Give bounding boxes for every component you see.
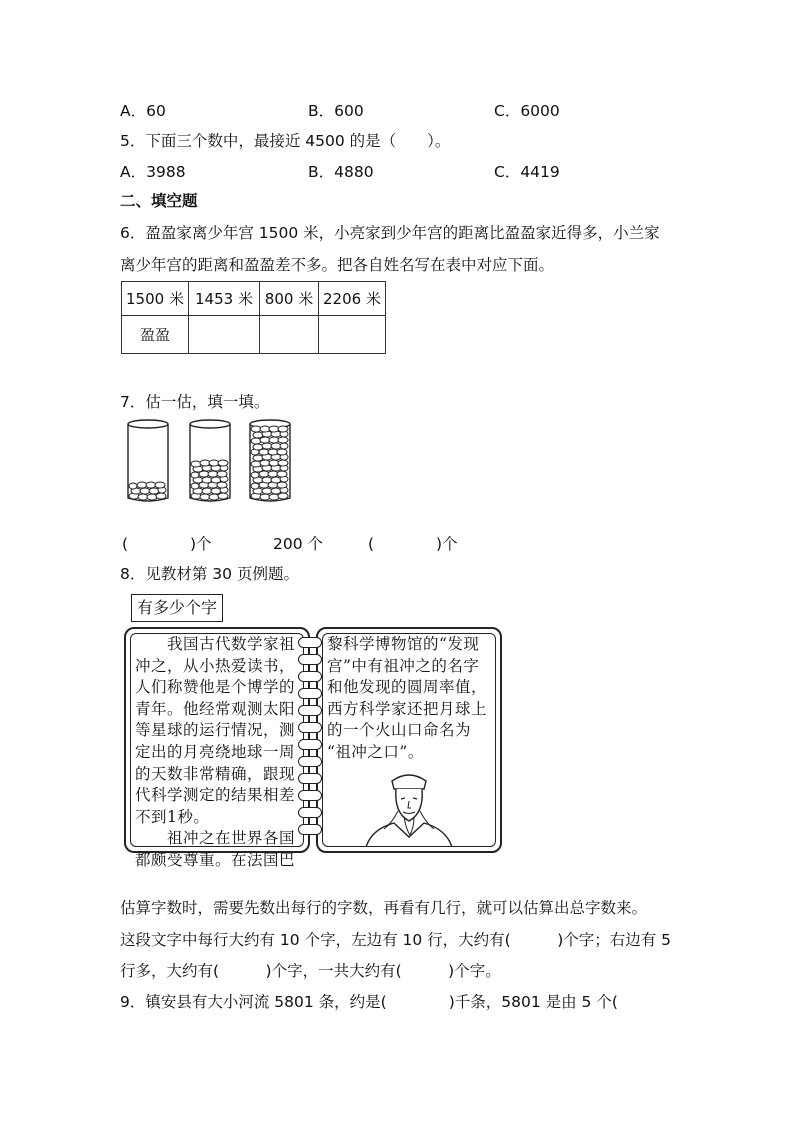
- table-answer-cell[interactable]: 盈盈: [122, 316, 189, 354]
- jar-illustration-full: [246, 418, 294, 504]
- section-title: 二、填空题: [120, 192, 198, 210]
- table-answer-cell[interactable]: [260, 316, 319, 354]
- q6-line1: 6．盈盈家离少年宫 1500 米，小亮家到少年宫的距离比盈盈家近得多，小兰家: [120, 224, 660, 242]
- table-header-cell: 1453 米: [189, 282, 260, 316]
- q5-option-b: B．4880: [308, 163, 374, 181]
- scholar-portrait-illustration: [354, 767, 464, 847]
- table-header-cell: 800 米: [260, 282, 319, 316]
- q7-stem: 7．估一估，填一填。: [120, 393, 270, 411]
- q5-stem: 5．下面三个数中，最接近 4500 的是（ ）。: [120, 132, 451, 150]
- book-right-text: 黎科学博物馆的“发现 宫”中有祖冲之的名字 和他发现的圆周率值， 西方科学家还把月球上 的一个火山口命名为 “祖冲之口”。: [327, 635, 488, 761]
- q4-option-c: C．6000: [494, 102, 560, 120]
- q8-paragraph-2: 这段文字中每行大约有 10 个字，左边有 10 行，大约有( )个字；右边有 5: [120, 931, 672, 949]
- q7-answer-blank-2[interactable]: ( )个: [368, 535, 458, 553]
- q7-answer-blank-1[interactable]: ( )个: [122, 535, 212, 553]
- jar-illustration-few: [124, 418, 172, 504]
- table-answer-cell[interactable]: [189, 316, 260, 354]
- book-left-text: 我国古代数学家祖 冲之，从小热爱读书， 人们称赞他是个博学的 青年。他经常观测太阳 等星球的运行情况，测 定出的月亮绕地球一周 的天数非常精确，跟现 代科学测定的结果相差 不到1秒。 祖冲之在世界各国 都颇受尊重。在法国巴: [135, 635, 296, 869]
- q5-option-c: C．4419: [494, 163, 560, 181]
- q6-line2: 离少年宫的距离和盈盈差不多。把各自姓名写在表中对应下面。: [120, 256, 555, 274]
- book-right-page: [316, 627, 502, 853]
- table-header-cell: 2206 米: [319, 282, 386, 316]
- q8-paragraph-1: 估算字数时，需要先数出每行的字数，再看有几行，就可以估算出总字数来。: [120, 899, 648, 917]
- jar-illustration-200: [186, 418, 234, 504]
- table-header-cell: 1500 米: [122, 282, 189, 316]
- book-left-page: [124, 627, 310, 869]
- q8-paragraph-3: 行多，大约有( )个字，一共大约有( )个字。: [120, 962, 501, 980]
- q5-option-a: A．3988: [120, 163, 186, 181]
- distance-name-table: [121, 281, 386, 354]
- q7-answer-200: 200 个: [273, 535, 324, 553]
- q4-option-b: B．600: [308, 102, 364, 120]
- q9-line1: 9．镇安县有大小河流 5801 条，约是( )千条，5801 是由 5 个(: [120, 993, 618, 1011]
- box-title-how-many-characters: 有多少个字: [131, 594, 223, 622]
- q4-option-a: A．60: [120, 102, 166, 120]
- table-answer-cell[interactable]: [319, 316, 386, 354]
- q8-stem: 8．见教材第 30 页例题。: [120, 565, 299, 583]
